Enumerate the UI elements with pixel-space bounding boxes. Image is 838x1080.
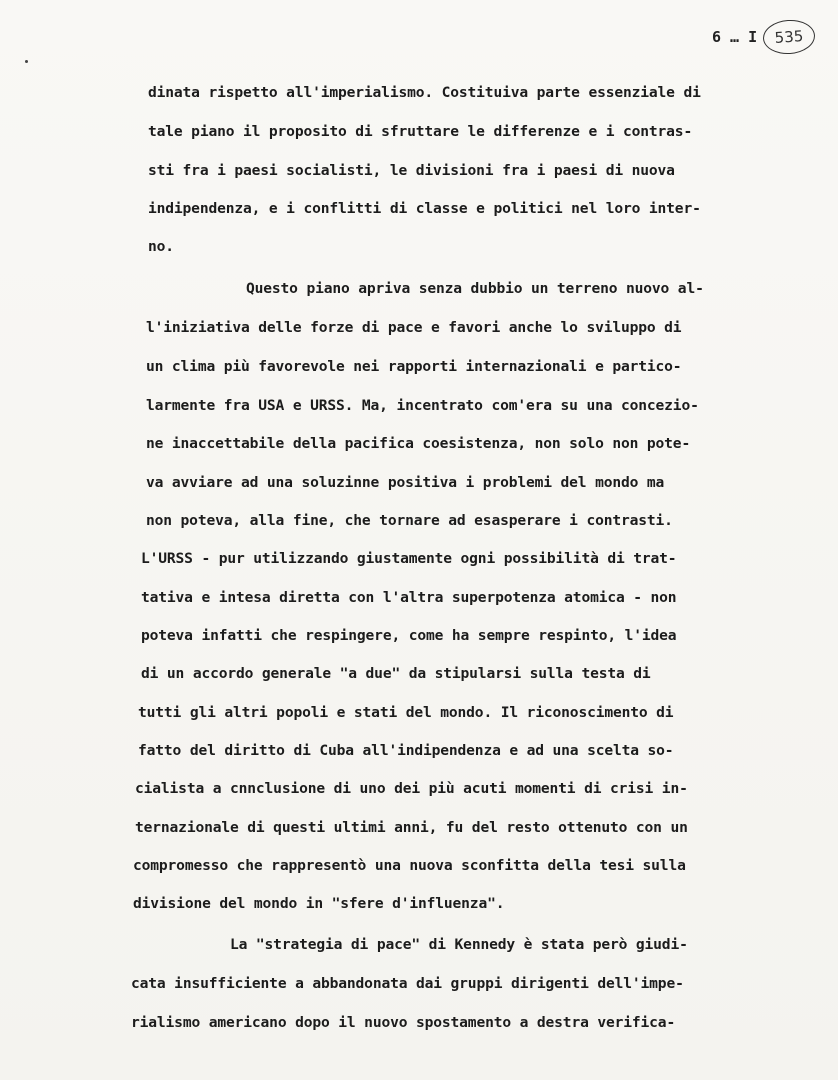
text-line: indipendenza, e i conflitti di classe e politici nel loro inter- xyxy=(148,200,701,217)
archive-stamp: 535 xyxy=(762,18,816,56)
text-line: poteva infatti che respingere, come ha sempre respinto, l'idea xyxy=(141,627,677,644)
text-line: compromesso che rappresentò una nuova sconfitta della tesi sulla xyxy=(133,857,686,874)
text-line: dinata rispetto all'imperialismo. Costituiva parte essenziale di xyxy=(148,84,701,101)
text-line: non poteva, alla fine, che tornare ad esasperare i contrasti. xyxy=(146,512,673,529)
text-line: larmente fra USA e URSS. Ma, incentrato com'era su una concezio- xyxy=(146,397,699,414)
text-line: va avviare ad una soluzinne positiva i problemi del mondo ma xyxy=(146,474,665,491)
page-header xyxy=(712,22,815,52)
text-line: rialismo americano dopo il nuovo spostamento a destra verifica- xyxy=(131,1014,676,1031)
ink-speck xyxy=(25,60,28,63)
text-line: di un accordo generale "a due" da stipularsi sulla testa di xyxy=(141,665,651,682)
text-line: un clima più favorevole nei rapporti internazionali e partico- xyxy=(146,358,682,375)
page-number: 6 … I xyxy=(712,28,758,46)
text-line: L'URSS - pur utilizzando giustamente ogni possibilità di trat- xyxy=(141,550,677,567)
text-line: Questo piano apriva senza dubbio un terreno nuovo al- xyxy=(246,280,704,297)
text-line: tativa e intesa diretta con l'altra superpotenza atomica - non xyxy=(141,589,677,606)
text-line: fatto del diritto di Cuba all'indipendenza e ad una scelta so- xyxy=(138,742,674,759)
text-line: La "strategia di pace" di Kennedy è stata però giudi- xyxy=(230,936,688,953)
text-line: tale piano il proposito di sfruttare le differenze e i contras- xyxy=(148,123,693,140)
text-line: l'iniziativa delle forze di pace e favori anche lo sviluppo di xyxy=(146,319,682,336)
text-line: no. xyxy=(148,238,174,255)
text-line: sti fra i paesi socialisti, le divisioni fra i paesi di nuova xyxy=(148,162,675,179)
text-line: tutti gli altri popoli e stati del mondo. Il riconoscimento di xyxy=(138,704,674,721)
text-line: ternazionale di questi ultimi anni, fu del resto ottenuto con un xyxy=(135,819,688,836)
text-line: cialista a cnnclusione di uno dei più acuti momenti di crisi in- xyxy=(135,780,688,797)
text-line: ne inaccettabile della pacifica coesistenza, non solo non pote- xyxy=(146,435,691,452)
text-line: cata insufficiente a abbandonata dai gruppi dirigenti dell'impe- xyxy=(131,975,684,992)
text-line: divisione del mondo in "sfere d'influenza". xyxy=(133,895,505,912)
